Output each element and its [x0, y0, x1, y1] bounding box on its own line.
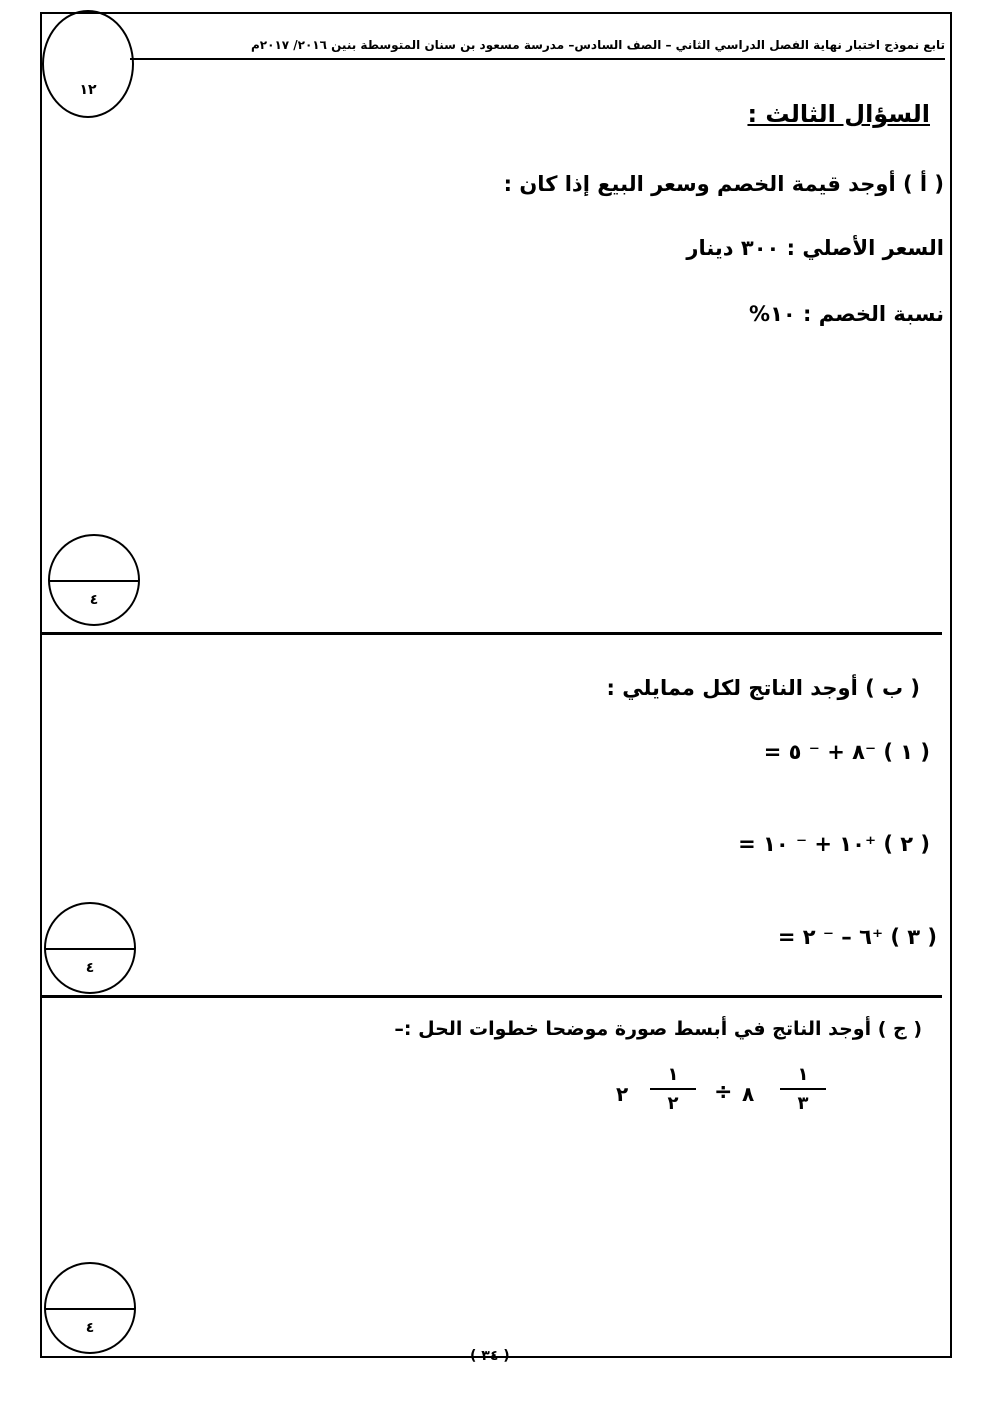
division-sign: ÷: [714, 1080, 733, 1105]
section-divider-1: [42, 632, 942, 635]
total-score-value: ١٢: [79, 82, 97, 98]
numerator: ١: [797, 1064, 809, 1085]
part-b-item-1: ( ١ ) ⁻٨ + ⁻ ٥ =: [763, 740, 930, 764]
fraction-bar: [650, 1088, 696, 1090]
circle-divider: [46, 948, 134, 950]
part-c-score-circle: [44, 1262, 136, 1354]
discount-rate: نسبة الخصم : ١٠%: [749, 302, 944, 326]
part-b-item-3: ( ٣ ) ⁺٦ – ⁻ ٢ =: [777, 925, 937, 949]
part-b-score-value: ٤: [85, 960, 95, 976]
whole-number-two: ٢: [616, 1082, 629, 1106]
original-price: السعر الأصلي : ٣٠٠ دينار: [686, 236, 944, 260]
numerator: ١: [667, 1064, 679, 1085]
whole-number-eight: ٨: [742, 1082, 755, 1106]
part-c-score-value: ٤: [85, 1320, 95, 1336]
part-b-prompt: ( ب ) أوجد الناتج لكل ممايلي :: [606, 676, 920, 700]
circle-divider: [46, 1308, 134, 1310]
fraction-bar: [780, 1088, 826, 1090]
part-b-score-circle: [44, 902, 136, 994]
denominator: ٣: [797, 1093, 809, 1114]
section-divider-2: [42, 995, 942, 998]
part-b-item-2: ( ٢ ) ⁺١٠ + ⁻ ١٠ =: [738, 832, 930, 856]
fraction-one-half: [650, 1064, 696, 1114]
circle-divider: [50, 580, 138, 582]
question-title: السؤال الثالث :: [747, 100, 930, 128]
header-underline: [130, 58, 945, 60]
page-header: تابع نموذج اختبار نهاية الفصل الدراسي الثاني – الصف السادس– مدرسة مسعود بن سنان المتوسطة بنين ٢٠١٦/ ٢٠١٧م: [251, 38, 945, 52]
fraction-one-third: [780, 1064, 826, 1114]
page-number: ( ٣٤ ): [470, 1348, 510, 1364]
total-score-circle: [42, 10, 134, 118]
part-c-prompt: ( ج ) أوجد الناتج في أبسط صورة موضحا خطوات الحل :–: [394, 1018, 922, 1040]
part-a-score-value: ٤: [89, 592, 99, 608]
part-a-score-circle: [48, 534, 140, 626]
part-a-prompt: ( أ ) أوجد قيمة الخصم وسعر البيع إذا كان :: [503, 172, 944, 196]
denominator: ٢: [667, 1093, 679, 1114]
